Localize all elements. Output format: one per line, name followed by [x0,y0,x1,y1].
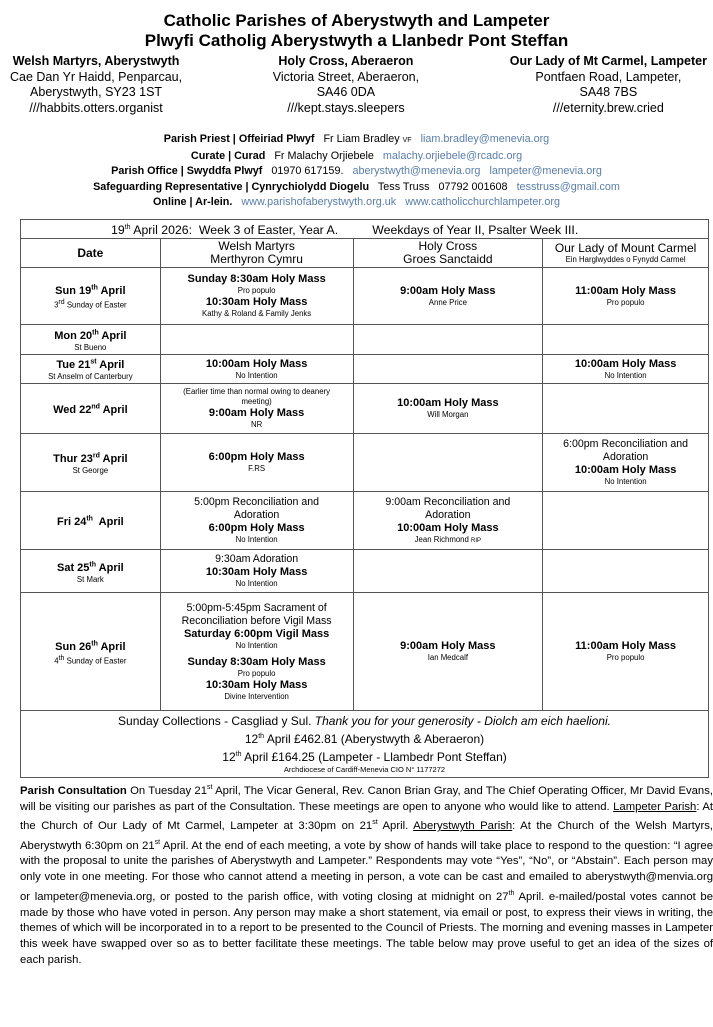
col-date: Date [21,239,161,268]
church-what3words: ///kept.stays.sleepers [287,100,405,115]
staff-online: Online | Ar-lein. www.parishofaberystwyth.org.uk www.catholicchurchlampeter.org [152,196,561,208]
priest-email-link[interactable]: liam.bradley@menevia.org [420,133,550,145]
church-mt-carmel [510,54,707,116]
mass-cell: 9:00am Reconciliation and Adoration 10:00am Holy Mass Jean Richmond RIP [353,492,543,550]
title-welsh: Plwyfi Catholig Aberystwyth a Llanbedr Pont Steffan [144,31,569,50]
col-welsh-martyrs: Welsh Martyrs Merthyron Cymru [160,239,353,268]
church-address-line: Victoria Street, Aberaeron, [272,69,420,84]
office-email-link[interactable]: aberystwyth@menevia.org [352,165,481,177]
mass-cell: 9:30am Adoration 10:30am Holy Mass No Intention [160,550,353,593]
mass-cell: 10:00am Holy Mass Will Morgan [353,384,543,434]
mass-cell: 11:00am Holy Mass Pro populo [543,268,709,325]
date-cell: Sat 25th April St Mark [21,550,161,593]
mass-cell: 11:00am Holy Mass Pro populo [543,593,709,711]
church-address-line: SA48 7BS [579,85,638,99]
mass-cell: 10:00am Holy Mass No Intention [160,354,353,384]
mass-cell: 5:00pm-5:45pm Sacrament of Reconciliation before Vigil Mass Saturday 6:00pm Vigil Mass No Intention Sunday 8:30am Holy Mass Pro populo 10:30am Holy Mass Divine Intervention [160,593,353,711]
table-row [21,492,709,550]
collections-cell: Sunday Collections - Casgliad y Sul. Thank you for your generosity - Diolch am eich haelioni. 12th April £462.81 (Aberystwyth & Aberaeron) 12th April £164.25 (Lampeter - Llambedr Pont Steffan) Archdiocese of Cardiff-Menevia CIO N° 1177272 [21,711,709,778]
website-link[interactable]: www.catholicchurchlampeter.org [405,196,561,208]
mass-cell: 5:00pm Reconciliation and Adoration 6:00pm Holy Mass No Intention [160,492,353,550]
week-heading: 19th April 2026: Week 3 of Easter, Year A. Weekdays of Year II, Psalter Week III. [21,220,709,239]
table-row [21,384,709,434]
staff-contacts [0,132,713,211]
church-address-line: Cae Dan Yr Haidd, Penparcau, [10,69,183,84]
date-cell: Thur 23rd April St George [21,434,161,492]
curate-email-link[interactable]: malachy.orjiebele@rcadc.org [382,149,523,162]
church-address-line: Aberystwyth, SY23 1ST [30,85,163,99]
mass-schedule-table [20,219,709,778]
parish-consultation-notice: Parish Consultation On Tuesday 21st April, The Vicar General, Rev. Canon Brian Gray, and The Chief Operating Officer, Mr David Evans, will be visiting our parishes as part of the Consultation. These meetings are open to anyone who would like to attend. Lampeter Parish: At the Church of Our Lady of Mt Carmel, Lampeter at 3:30pm on 21st April. Aberystwyth Parish: At the Church of the Welsh Martyrs, Aberystwyth 6:30pm on 21st April. At the end of each meeting, a vote by show of hands will take place to respond to the question: “I agree with the proposal to unite the parishes of Aberystwyth and Lampeter.” Respondents may vote “Yes”, “No”, or “Abstain”. Each person may only vote in one meeting. For those who cannot attend a meeting in person, a vote can be cast and emailed to aberystwyth@menvia.org or lampeter@menevia.org, or posted to the parish office, with voting closing at midnight on 27th April. e-mailed/postal votes cannot be made by those who have voted in person. Any person may make a short statement, via email or post, to express their views in writing, the themes of which will be incorporated in to a report to be presented to the Council of Priests. The morning and evening masses in Lampeter this week have swapped over so as to better facilitate these meetings. The table below may prove useful to get an idea of the sizes of each parish. [20,784,713,967]
church-welsh-martyrs [10,54,182,116]
table-row [21,268,709,325]
mass-cell: 9:00am Holy Mass Ian Medcalf [353,593,543,711]
mass-cell: 9:00am Holy Mass Anne Price [353,268,543,325]
mass-cell: Sunday 8:30am Holy Mass Pro populo 10:30am Holy Mass Kathy & Roland & Family Jenks [160,268,353,325]
collections-row [21,711,709,778]
staff-priest: Parish Priest | Offeiriad Plwyf Fr Liam Bradley VF liam.bradley@menevia.org [163,133,550,145]
date-cell: Sun 19th April 3rd Sunday of Easter [21,268,161,325]
website-link[interactable]: www.parishofaberystwyth.org.uk [241,196,397,208]
date-cell: Tue 21st April St Anselm of Canterbury [21,354,161,384]
church-what3words: ///habbits.otters.organist [29,100,163,115]
table-row [21,434,709,492]
mass-cell: 10:00am Holy Mass No Intention [543,354,709,384]
safeguarding-email-link[interactable]: tesstruss@gmail.com [516,180,620,193]
week-row [21,220,709,239]
church-name: Welsh Martyrs, Aberystwyth [12,54,180,68]
table-row [21,593,709,711]
staff-curate: Curate | Curad Fr Malachy Orjiebele malachy.orjiebele@rcadc.org [190,149,523,162]
col-holy-cross: Holy Cross Groes Sanctaidd [353,239,543,268]
date-cell: Mon 20th April St Bueno [21,325,161,355]
mass-cell: 6:00pm Holy Mass F.RS [160,434,353,492]
date-cell: Fri 24th April [21,492,161,550]
mass-cell: (Earlier time than normal owing to deanery meeting) 9:00am Holy Mass NR [160,384,353,434]
church-address-line: SA46 0DA [316,85,376,99]
staff-office: Parish Office | Swyddfa Plwyf 01970 617159. aberystwyth@menevia.org lampeter@menevia.org [111,165,602,177]
date-cell: Wed 22nd April [21,384,161,434]
church-name: Our Lady of Mt Carmel, Lampeter [509,54,707,68]
church-address-line: Pontfaen Road, Lampeter, [535,69,682,84]
church-what3words: ///eternity.brew.cried [552,100,664,115]
col-mt-carmel: Our Lady of Mount Carmel Ein Harglwyddes o Fynydd Carmel [543,239,709,268]
table-row [21,325,709,355]
newsletter-page [0,0,713,211]
table-row [21,550,709,593]
church-name: Holy Cross, Aberaeron [278,54,414,68]
church-addresses [0,54,713,116]
mass-cell: 6:00pm Reconciliation and Adoration 10:00am Holy Mass No Intention [543,434,709,492]
title-english: Catholic Parishes of Aberystwyth and Lampeter [163,11,550,30]
table-header [21,239,709,268]
date-cell: Sun 26th April 4th Sunday of Easter [21,593,161,711]
church-holy-cross [273,54,419,116]
table-row [21,354,709,384]
office-email-link[interactable]: lampeter@menevia.org [489,165,602,177]
staff-safeguarding: Safeguarding Representative | Cynrychiolydd Diogelu Tess Truss 07792 001608 tesstruss@gmail.com [93,180,620,193]
